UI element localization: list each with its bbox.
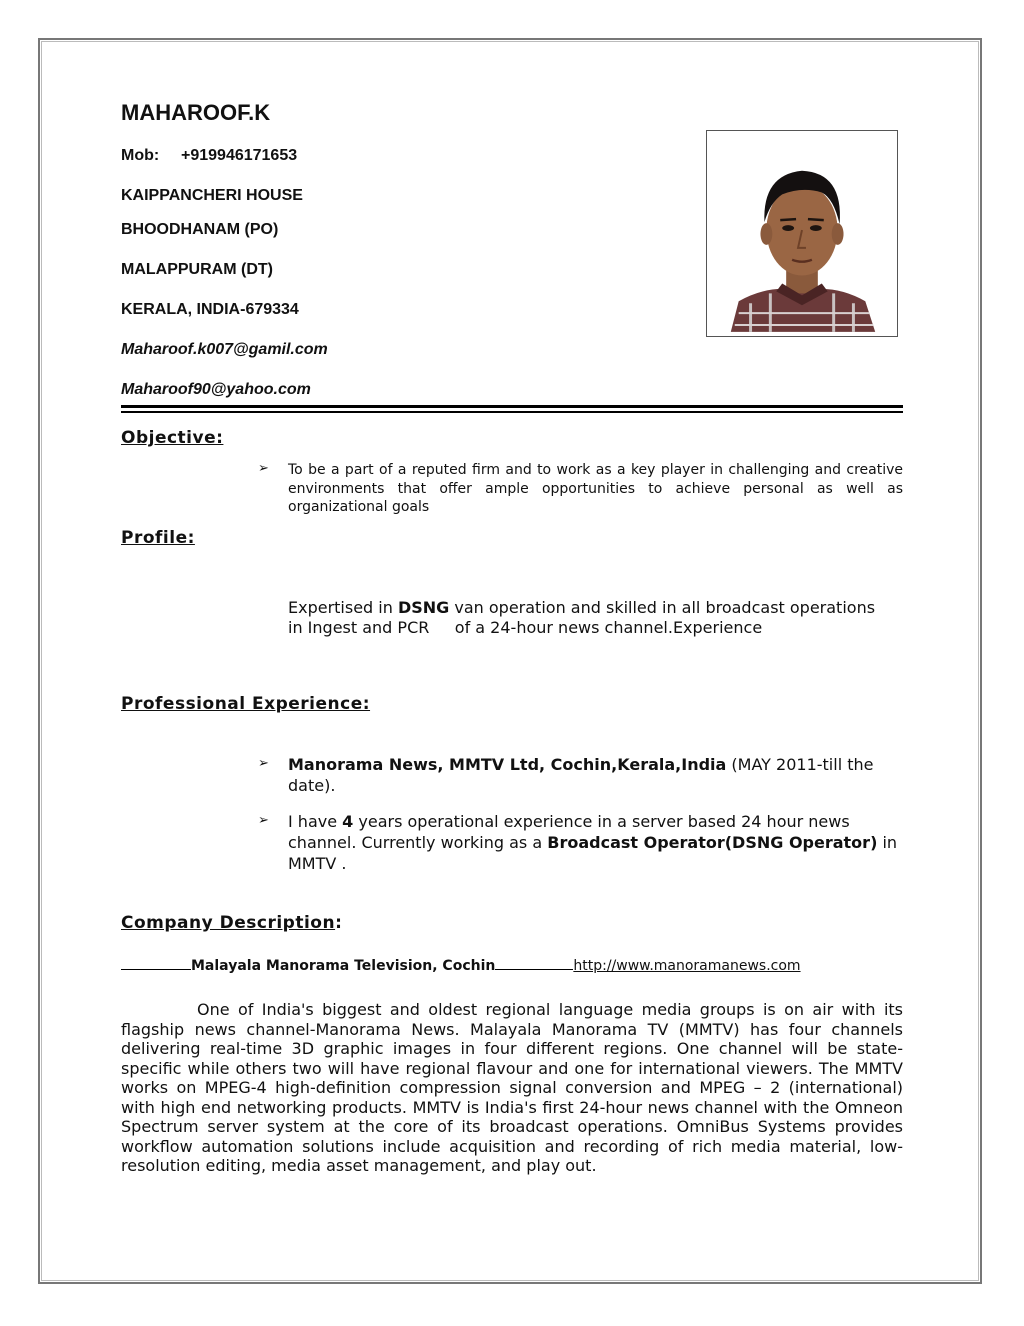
header-divider-thin — [121, 411, 903, 413]
objective-text: To be a part of a reputed firm and to work as a key player in challenging and creative environments that offer ample opportunities to achieve personal as well as organizational goals — [288, 462, 903, 515]
portrait-image — [711, 135, 893, 332]
experience-item-2 — [288, 811, 903, 874]
employment-period: (MAY 2011-till the date). — [288, 755, 874, 795]
candidate-name: MAHAROOF.K — [121, 100, 271, 125]
address-line-3: MALAPPURAM (DT) — [121, 261, 273, 278]
employer-name: Manorama News, MMTV Ltd, Cochin,Kerala,India — [288, 755, 727, 774]
company-line-underscore — [495, 955, 573, 970]
company-description: One of India's biggest and oldest regional language media groups is on air with its flagship news channel-Manorama News. Malayala Manorama TV (MMTV) has four channels delivering real-time 3D graphic images in four different regions. One channel will be state-specific while others two will have regional flavour and one for international viewers. The MMTV works on MPEG-4 high-definition compression signal conversion and MPEG – 2 (international) with high end networking products. MMTV is India's first 24-hour news channel with the Omneon Spectrum server system at the core of its broadcast operations. OmniBus Systems provides workflow automation solutions include acquisition and recording of rich media material, low-resolution editing, media asset management, and play out. — [121, 1000, 903, 1175]
profile-text — [288, 598, 888, 638]
profile-text-end: van operation and skilled in all broadcast operations in Ingest and PCR of a 24-hour news channel.Experience — [288, 598, 881, 637]
company-line-underscore — [121, 955, 191, 970]
mobile-number: +919946171653 — [181, 147, 298, 164]
experience-text-c: years operational experience in a server based 24 hour news channel. Currently working as a — [288, 812, 850, 852]
header-divider-thick — [121, 405, 903, 408]
current-role: Broadcast Operator(DSNG Operator) — [547, 833, 878, 852]
experience-text-e: in MMTV . — [288, 833, 898, 873]
profile-text-bold: DSNG — [397, 598, 450, 617]
objective-bullet-icon: ➢ — [258, 461, 269, 476]
mobile-label: Mob: — [121, 147, 160, 164]
profile-heading: Profile: — [121, 528, 195, 548]
company-name: Malayala Manorama Television, Cochin — [191, 958, 496, 974]
experience-heading: Professional Experience: — [121, 694, 371, 714]
objective-heading: Objective: — [121, 428, 224, 448]
experience-bullet-icon: ➢ — [258, 813, 269, 828]
address-line-1: KAIPPANCHERI HOUSE — [121, 187, 303, 204]
experience-item-1 — [288, 754, 903, 796]
company-heading-text: Company Description — [121, 913, 336, 933]
address-line-2: BHOODHANAM (PO) — [121, 221, 279, 238]
company-heading-colon: : — [335, 913, 343, 933]
company-heading — [121, 913, 342, 933]
address-line-4: KERALA, INDIA-679334 — [121, 301, 299, 318]
company-url-link[interactable]: http://www.manoramanews.com — [573, 958, 801, 974]
email-secondary[interactable]: Maharoof90@yahoo.com — [121, 381, 311, 398]
company-line — [121, 955, 903, 974]
mobile-line — [121, 147, 297, 165]
experience-bullet-icon: ➢ — [258, 756, 269, 771]
profile-photo — [706, 130, 898, 337]
email-primary[interactable]: Maharoof.k007@gamil.com — [121, 341, 328, 358]
profile-text-start: Expertised in — [288, 598, 398, 617]
experience-years: 4 — [342, 812, 354, 831]
experience-text-a: I have — [288, 812, 343, 831]
